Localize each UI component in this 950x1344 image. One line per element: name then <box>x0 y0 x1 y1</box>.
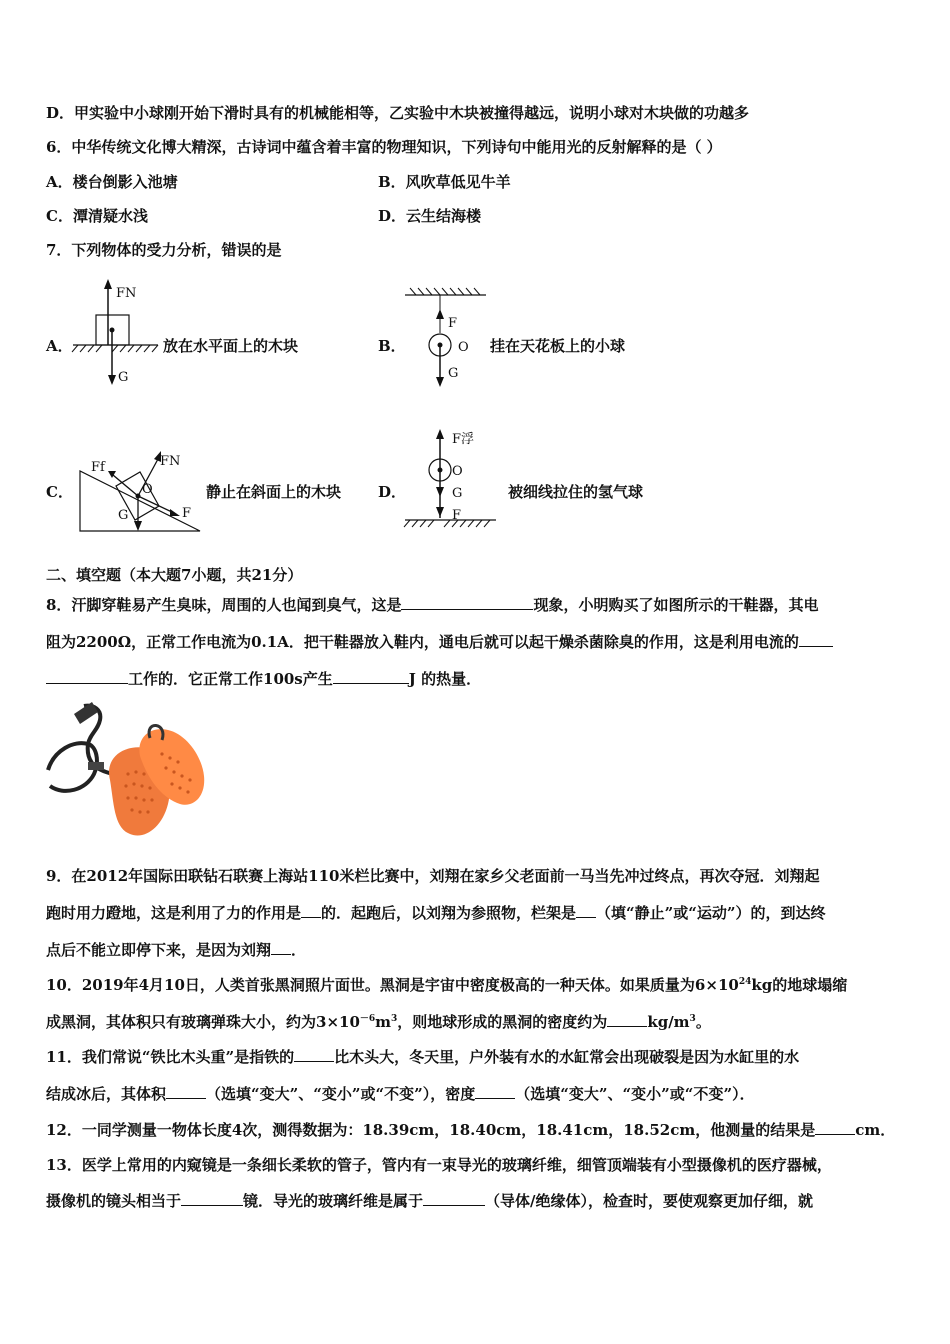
q12-blank[interactable] <box>815 1120 855 1135</box>
q8-blank-2a[interactable] <box>799 632 833 647</box>
q8-line-1: 8．汗脚穿鞋易产生臭味，周围的人也闻到臭气，这是 现象，小明购买了如图所示的干鞋器，其电 <box>46 596 819 614</box>
q7-b-g-label: G <box>448 366 459 381</box>
q13-line-1: 13．医学上常用的内窥镜是一条细长柔软的管子，管内有一束导光的玻璃纤维，细管顶端装有小型摄像机的医疗器械， <box>46 1156 832 1174</box>
q7-a-g-label: G <box>118 370 129 385</box>
q13-blank-1[interactable] <box>181 1191 243 1206</box>
q7-option-c-caption: 静止在斜面上的木块 <box>206 483 342 501</box>
q9-blank-1[interactable] <box>301 903 321 918</box>
q8-line-3: 工作的．它正常工作100s产生 J 的热量． <box>46 668 481 689</box>
q6-stem: 6．中华传统文化博大精深，古诗词中蕴含着丰富的物理知识，下列诗句中能用光的反射解释的是（ ） <box>46 138 722 156</box>
shoe-dryer-image <box>44 700 219 845</box>
q7-diagram-d <box>400 425 510 535</box>
q7-option-b-label: B． <box>378 337 406 355</box>
q7-option-a-label: A． <box>46 337 73 355</box>
q7-diagram-c <box>76 447 206 535</box>
q9-line-2: 跑时用力蹬地，这是利用了力的作用是 的．起跑后，以刘翔为参照物，栏架是 （填“静止”或“运动”）的，到达终 <box>46 904 826 922</box>
q11-blank-3[interactable] <box>475 1084 515 1099</box>
q7-d-o-label: O <box>452 464 463 479</box>
q8-blank-1[interactable] <box>401 595 533 610</box>
q7-option-c-label: C． <box>46 483 73 501</box>
q7-c-f-label: F <box>182 506 192 521</box>
q11-blank-2[interactable] <box>166 1084 206 1099</box>
q11-line-2: 结成冰后，其体积 （选填“变大”、“变小”或“不变”），密度 （选填“变大”、“变小”或“不变”）． <box>46 1085 755 1103</box>
q9-line-3: 点后不能立即停下来，是因为刘翔 ． <box>46 941 307 959</box>
section-2-heading: 二、填空题（本大题7小题，共21分） <box>46 566 303 584</box>
q7-b-f-label: F <box>448 316 458 331</box>
q8-line-2: 阻为2200Ω，正常工作电流为0.1A．把干鞋器放入鞋内，通电后就可以起干燥杀菌除臭的作用，这是利用电流的 <box>46 631 833 652</box>
q7-a-fn-label: FN <box>116 286 137 301</box>
q11-blank-1[interactable] <box>294 1047 334 1062</box>
q7-d-g-label: G <box>452 486 463 501</box>
q8-blank-3[interactable] <box>333 669 409 684</box>
q6-option-a: A．楼台倒影入池塘 <box>46 173 178 191</box>
q7-d-f-label: F <box>452 508 462 523</box>
q7-c-o-label: O <box>142 482 153 497</box>
q7-diagram-a <box>68 275 163 390</box>
q9-line-1: 9．在2012年国际田联钻石联赛上海站110米栏比赛中，刘翔在家乡父老面前一马当先冲过终点，再次夺冠．刘翔起 <box>46 867 820 885</box>
q13-blank-2[interactable] <box>423 1191 485 1206</box>
q10-line-1: 10．2019年4月10日，人类首张黑洞照片面世。黑洞是宇宙中密度极高的一种天体。如果质量为$6\times 10^{24}kg$的地球塌缩 <box>46 976 848 994</box>
q7-diagram-b <box>400 285 490 390</box>
q6-option-b: B．风吹草低见牛羊 <box>378 173 511 191</box>
q7-option-a-caption: 放在水平面上的木块 <box>163 337 299 355</box>
q13-line-2: 摄像机的镜头相当于 镜．导光的玻璃纤维是属于 （导体/绝缘体），检查时，要使观察更加仔细，就 <box>46 1192 814 1210</box>
q9-blank-3[interactable] <box>271 940 291 955</box>
q12-line-1: 12．一同学测量一物体长度4次，测得数据为：18.39cm，18.40cm，18.41cm，18.52cm，他测量的结果是 cm． <box>46 1121 896 1139</box>
q7-c-fn-label: FN <box>160 454 181 469</box>
q10-blank[interactable] <box>607 1012 647 1027</box>
q7-option-d-caption: 被细线拉住的氢气球 <box>508 483 644 501</box>
q5-option-d: D．甲实验中小球刚开始下滑时具有的机械能相等，乙实验中木块被撞得越远，说明小球对木块做的功越多 <box>46 104 750 122</box>
q7-c-g-label: G <box>118 508 129 523</box>
q9-blank-2[interactable] <box>576 903 596 918</box>
q7-c-ff-label: Ff <box>91 460 105 475</box>
q10-line-2: 成黑洞，其体积只有玻璃弹珠大小，约为$3\times 10^{-6}m^3$，则地球形成的黑洞的密度约为 $kg/m^3$。 <box>46 1013 711 1031</box>
q7-d-ffloat-label: F浮 <box>452 432 475 447</box>
q7-b-o-label: O <box>458 340 469 355</box>
q8-blank-2b[interactable] <box>46 669 128 684</box>
q7-option-d-label: D． <box>378 483 407 501</box>
q7-option-b-caption: 挂在天花板上的小球 <box>490 337 626 355</box>
q6-option-d: D．云生结海楼 <box>378 207 482 225</box>
q6-option-c: C．潭清疑水浅 <box>46 207 148 225</box>
q11-line-1: 11．我们常说“铁比木头重”是指铁的 比木头大，冬天里，户外装有水的水缸常会出现破裂是因为水缸里的水 <box>46 1048 800 1066</box>
q7-stem: 7．下列物体的受力分析，错误的是 <box>46 241 282 259</box>
